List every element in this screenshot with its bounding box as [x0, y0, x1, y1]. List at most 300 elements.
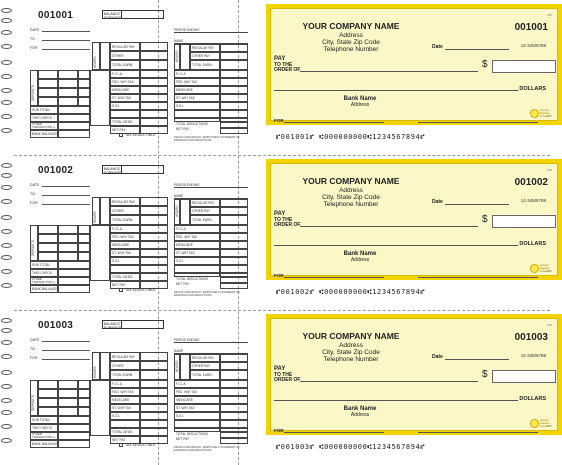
deposits-label: DEPOSITS	[31, 84, 35, 101]
sdi-field[interactable]	[140, 412, 168, 420]
fed-wh-tax-label: FED. W/H TAX	[112, 390, 134, 394]
st-wh-tax-label: ST. W/H TAX	[112, 406, 132, 410]
period-ending-field[interactable]	[174, 342, 248, 343]
pay-to-label	[274, 367, 300, 384]
voucher-fica-field[interactable]	[220, 70, 248, 78]
voucher-total-earn-field[interactable]	[220, 370, 248, 380]
order-of-label: ORDER OF	[274, 67, 301, 73]
medicare-field[interactable]	[140, 396, 168, 404]
binding-ring	[1, 370, 12, 375]
micr-line: ⑈001003⑈ ⑆000000000⑆1234567894⑈	[276, 443, 426, 451]
voucher-regular-pay-label: REGULAR PAY	[192, 356, 215, 360]
mp-mark-bottom: MP	[547, 269, 552, 273]
st-wh-tax-field[interactable]	[140, 94, 168, 102]
check-unit	[14, 0, 550, 155]
other-label: OTHER	[112, 54, 124, 58]
deposits-label: DEPOSITS	[31, 239, 35, 256]
memo-label: FOR	[274, 428, 284, 433]
binding-ring	[1, 384, 12, 389]
voucher-hours-label: HOURS	[175, 360, 179, 372]
sdi-label: S.D.I.	[112, 414, 121, 418]
payee-field[interactable]	[300, 226, 478, 227]
date-field[interactable]	[42, 186, 90, 187]
binding-ring	[1, 74, 12, 79]
bank-balance-field[interactable]	[58, 285, 90, 293]
this-check-field[interactable]	[58, 424, 90, 432]
net-pay-label: NET PAY	[112, 438, 126, 442]
check-stub	[30, 165, 170, 290]
total-deds-field[interactable]	[140, 273, 168, 281]
date-field[interactable]	[42, 341, 90, 342]
voucher-hours-field[interactable]	[180, 354, 190, 380]
company-name: YOUR COMPANY NAME	[302, 331, 400, 341]
name-label: NAME	[174, 349, 184, 353]
voucher-total-deductions-label: TOTAL DEDUCTIONS	[176, 122, 208, 126]
for-label: FOR	[30, 201, 38, 205]
stub-number: 001001	[38, 10, 74, 21]
company-name: YOUR COMPANY NAME	[302, 176, 400, 186]
amount-words-field[interactable]	[274, 245, 518, 246]
total-earn-label: TOTAL EARN.	[112, 373, 134, 377]
sdi-field[interactable]	[140, 102, 168, 110]
voucher-medicare-field[interactable]	[220, 241, 248, 249]
voucher-hours-label: HOURS	[175, 205, 179, 217]
voucher-other-pay-label: OTHER PAY	[192, 364, 210, 368]
date-label: DATE	[30, 338, 40, 342]
micr-line: ⑈001002⑈ ⑆000000000⑆1234567894⑈	[276, 288, 426, 296]
voucher-other-pay-field[interactable]	[220, 207, 248, 215]
voucher-medicare-label: MEDICARE	[176, 243, 193, 247]
sdi-field[interactable]	[140, 257, 168, 265]
voucher-note: DETACH AND RETAIN - EMPLOYEE'S STATEMENT OF EARNINGS AND DEDUCTIONS	[174, 291, 240, 297]
tax-deductible-label: TAX DEDUCTIBLE	[125, 133, 156, 137]
date-label: Date	[432, 354, 443, 360]
total-deds-label: TOTAL DEDS.	[112, 430, 134, 434]
company-address: Address	[339, 187, 363, 194]
voucher-note: DETACH AND RETAIN - EMPLOYEE'S STATEMENT OF EARNINGS AND DEDUCTIONS	[174, 136, 240, 142]
hours-field[interactable]	[100, 197, 110, 225]
this-check-label: THIS CHECK	[32, 116, 52, 120]
to-field[interactable]	[42, 195, 90, 196]
signature-field[interactable]	[418, 432, 538, 433]
sub-total-label: SUB TOTAL	[32, 418, 50, 422]
check-unit	[14, 310, 550, 465]
balance-forward-label: BALANCE FORWARD	[104, 321, 122, 330]
voucher-medicare-field[interactable]	[220, 86, 248, 94]
voucher-fed-wh-tax-field[interactable]	[220, 388, 248, 396]
total-deds-label: TOTAL DEDS.	[112, 275, 134, 279]
company-name: YOUR COMPANY NAME	[302, 21, 400, 31]
voucher-st-wh-tax-field[interactable]	[220, 404, 248, 412]
voucher-hours-label: HOURS	[175, 50, 179, 62]
name-label: NAME	[174, 194, 184, 198]
voucher-medicare-label: MEDICARE	[176, 398, 193, 402]
total-earn-field[interactable]	[140, 215, 168, 225]
other-field[interactable]	[140, 361, 168, 370]
total-deds-field[interactable]	[140, 118, 168, 126]
stub-number: 001002	[38, 165, 74, 176]
this-check-label: THIS CHECK	[32, 426, 52, 430]
regular-pay-label: REGULAR PAY	[112, 355, 135, 359]
binding-ring	[1, 340, 12, 345]
medicare-label: MEDICARE	[112, 88, 130, 92]
binding-ring	[1, 60, 12, 65]
mp-mark-top: MP	[547, 323, 552, 327]
date-field[interactable]	[42, 31, 90, 32]
sdi-label: S.D.I.	[112, 104, 121, 108]
voucher-sdi-label: S.D.I.	[176, 414, 184, 418]
for-label: FOR	[30, 356, 38, 360]
total-earn-field[interactable]	[140, 370, 168, 380]
binding-ring	[1, 328, 12, 333]
binding-ring	[1, 398, 12, 403]
binding-ring	[1, 255, 12, 260]
sdi-label: S.D.I.	[112, 259, 121, 263]
voucher-fed-wh-tax-field[interactable]	[220, 78, 248, 86]
binding-ring	[1, 283, 12, 288]
st-wh-tax-field[interactable]	[140, 249, 168, 257]
security-seal-icon	[530, 418, 552, 430]
bank-address: Address	[350, 412, 370, 418]
mp-mark-top: MP	[547, 13, 552, 17]
medicare-label: MEDICARE	[112, 243, 130, 247]
binding-ring	[1, 354, 12, 359]
voucher-fica-field[interactable]	[220, 380, 248, 388]
regular-pay-field[interactable]	[140, 197, 168, 206]
check-number: 001002	[514, 177, 548, 188]
check	[266, 159, 562, 280]
regular-pay-label: REGULAR PAY	[112, 45, 135, 49]
pay-to-label	[274, 57, 300, 74]
hours-label: HOURS	[93, 211, 97, 223]
voucher-total-earn-label: TOTAL EARN.	[192, 218, 213, 222]
balance-forward-field[interactable]	[121, 11, 164, 18]
fed-wh-tax-field[interactable]	[140, 388, 168, 396]
voucher-total-earn-label: TOTAL EARN.	[192, 373, 213, 377]
to-the-label: TO THE	[274, 61, 293, 68]
regular-pay-field[interactable]	[140, 42, 168, 51]
binding-ring	[1, 128, 12, 133]
binding-ring	[1, 18, 12, 23]
voucher-sdi-field[interactable]	[220, 102, 248, 110]
binding-ring	[1, 410, 12, 415]
deposits-label: DEPOSITS	[31, 394, 35, 411]
company-telephone: Telephone Number	[323, 46, 379, 53]
fica-field[interactable]	[140, 70, 168, 78]
check-number: 001001	[514, 22, 548, 33]
bank-address: Address	[350, 257, 370, 263]
voucher-st-wh-tax-label: ST. W/H TAX	[176, 96, 195, 100]
voucher-net-pay-label: NET PAY	[176, 127, 190, 131]
amount-box[interactable]	[492, 60, 556, 73]
voucher-medicare-label: MEDICARE	[176, 88, 193, 92]
pay-label: PAY	[274, 56, 286, 62]
binding-ring	[1, 88, 12, 93]
balance-forward-label: BALANCE FORWARD	[104, 11, 122, 20]
balance-forward-label: BALANCE FORWARD	[104, 166, 122, 175]
binding-ring	[1, 30, 12, 35]
period-ending-label: PERIOD ENDING	[174, 338, 200, 342]
sub-total-label: SUB TOTAL	[32, 108, 50, 112]
signature-field[interactable]	[418, 122, 538, 123]
voucher-fed-wh-tax-label: FED. W/H TAX	[176, 235, 198, 239]
hours-field[interactable]	[100, 42, 110, 70]
voucher-st-wh-tax-label: ST. W/H TAX	[176, 406, 195, 410]
check	[266, 314, 562, 435]
fed-wh-tax-field[interactable]	[140, 233, 168, 241]
other-transaction-field[interactable]	[58, 432, 90, 440]
voucher-sdi-label: S.D.I.	[176, 259, 184, 263]
fica-label: F.I.C.A.	[112, 72, 123, 76]
date-field[interactable]	[445, 204, 509, 205]
voucher-sdi-label: S.D.I.	[176, 104, 184, 108]
binding-ring	[1, 318, 12, 323]
company-telephone: Telephone Number	[323, 356, 379, 363]
tax-deductible-checkbox[interactable]	[119, 443, 123, 447]
voucher-sdi-field[interactable]	[220, 412, 248, 420]
total-deds-field[interactable]	[140, 428, 168, 436]
medicare-field[interactable]	[140, 241, 168, 249]
memo-field[interactable]	[284, 122, 384, 123]
balance-forward-box	[102, 165, 164, 174]
name-label: NAME	[174, 39, 184, 43]
sub-total-field[interactable]	[58, 416, 90, 424]
binding-ring	[1, 44, 12, 49]
tax-deductible-checkbox[interactable]	[119, 288, 123, 292]
company-telephone: Telephone Number	[323, 201, 379, 208]
sub-total-field[interactable]	[58, 106, 90, 114]
voucher-total-deductions-label: TOTAL DEDUCTIONS	[176, 277, 208, 281]
binding-ring	[1, 438, 12, 443]
bank-balance-label: BANK BALANCE	[32, 442, 58, 446]
hours-label: HOURS	[93, 366, 97, 378]
voucher-hours-field[interactable]	[180, 199, 190, 225]
voucher-other-pay-field[interactable]	[220, 52, 248, 60]
company-address: Address	[339, 342, 363, 349]
pay-to-label	[274, 212, 300, 229]
medicare-label: MEDICARE	[112, 398, 130, 402]
signature-field[interactable]	[418, 277, 538, 278]
date-label: Date	[432, 44, 443, 50]
voucher-note: DETACH AND RETAIN - EMPLOYEE'S STATEMENT OF EARNINGS AND DEDUCTIONS	[174, 446, 240, 452]
company-city-state-zip: City, State Zip Code	[322, 349, 380, 356]
fed-wh-tax-field[interactable]	[140, 78, 168, 86]
payee-field[interactable]	[300, 381, 478, 382]
security-seal-icon	[530, 263, 552, 275]
voucher-medicare-field[interactable]	[220, 396, 248, 404]
voucher-total-earn-field[interactable]	[220, 60, 248, 70]
tax-deductible-label: TAX DEDUCTIBLE	[125, 288, 156, 292]
voucher-net-pay-field[interactable]	[220, 438, 248, 444]
date-field[interactable]	[445, 359, 509, 360]
binding-ring	[1, 243, 12, 248]
to-label: TO	[30, 37, 35, 41]
total-earn-label: TOTAL EARN.	[112, 63, 134, 67]
payee-field[interactable]	[300, 71, 478, 72]
date-field[interactable]	[445, 49, 509, 50]
voucher-total-deductions-label: TOTAL DEDUCTIONS	[176, 432, 208, 436]
voucher-other-pay-field[interactable]	[220, 362, 248, 370]
order-of-label: ORDER OF	[274, 377, 301, 383]
voucher-regular-pay-label: REGULAR PAY	[192, 201, 215, 205]
sub-total-field[interactable]	[58, 261, 90, 269]
voucher-net-pay-label: NET PAY	[176, 282, 190, 286]
binding-ring	[1, 163, 12, 168]
binding-ring	[1, 215, 12, 220]
voucher-fed-wh-tax-field[interactable]	[220, 233, 248, 241]
bank-balance-label: BANK BALANCE	[32, 287, 58, 291]
st-wh-tax-label: ST. W/H TAX	[112, 96, 132, 100]
date-label: DATE	[30, 28, 40, 32]
to-the-label: TO THE	[274, 216, 293, 223]
voucher-regular-pay-label: REGULAR PAY	[192, 46, 215, 50]
period-ending-label: PERIOD ENDING	[174, 183, 200, 187]
mp-mark-top: MP	[547, 168, 552, 172]
dollar-sign: $	[482, 369, 488, 380]
this-check-label: THIS CHECK	[32, 271, 52, 275]
regular-pay-field[interactable]	[140, 352, 168, 361]
fica-label: F.I.C.A.	[112, 382, 123, 386]
total-deds-label: TOTAL DEDS.	[112, 120, 134, 124]
stub-number: 001003	[38, 320, 74, 331]
other-label: OTHER	[112, 364, 124, 368]
voucher-regular-pay-field[interactable]	[220, 199, 248, 207]
binding-ring	[1, 8, 12, 13]
this-check-field[interactable]	[58, 269, 90, 277]
bank-balance-field[interactable]	[58, 130, 90, 138]
hours-label: HOURS	[93, 56, 97, 68]
st-wh-tax-label: ST. W/H TAX	[112, 251, 132, 255]
routing-fraction: 12-345/6789	[520, 43, 546, 48]
memo-field[interactable]	[284, 432, 384, 433]
spiral-binding	[0, 0, 14, 465]
check-stub	[30, 10, 170, 135]
date-label: DATE	[30, 183, 40, 187]
binding-ring	[1, 424, 12, 429]
pay-label: PAY	[274, 366, 286, 372]
fed-wh-tax-label: FED. W/H TAX	[112, 80, 134, 84]
voucher-fica-label: F.I.C.A.	[176, 382, 187, 386]
net-pay-label: NET PAY	[112, 128, 126, 132]
memo-field[interactable]	[284, 277, 384, 278]
other-transaction-label: OTHER TRANSACTION (+ or -)	[32, 432, 56, 442]
st-wh-tax-field[interactable]	[140, 404, 168, 412]
regular-pay-label: REGULAR PAY	[112, 200, 135, 204]
balance-forward-field[interactable]	[121, 166, 164, 173]
company-city-state-zip: City, State Zip Code	[322, 194, 380, 201]
to-label: TO	[30, 192, 35, 196]
bank-balance-label: BANK BALANCE	[32, 132, 58, 136]
fica-field[interactable]	[140, 225, 168, 233]
period-ending-field[interactable]	[174, 187, 248, 188]
amount-box[interactable]	[492, 215, 556, 228]
total-earn-label: TOTAL EARN.	[112, 218, 134, 222]
to-label: TO	[30, 347, 35, 351]
binding-ring	[1, 173, 12, 178]
voucher-st-wh-tax-label: ST. W/H TAX	[176, 251, 195, 255]
this-check-field[interactable]	[58, 114, 90, 122]
to-field[interactable]	[42, 40, 90, 41]
tax-deductible-label: TAX DEDUCTIBLE	[125, 443, 156, 447]
check-unit	[14, 155, 550, 310]
micr-line: ⑈001001⑈ ⑆000000000⑆1234567894⑈	[276, 133, 426, 141]
security-seal-icon	[530, 108, 552, 120]
voucher-hours-field[interactable]	[180, 44, 190, 70]
period-ending-field[interactable]	[174, 32, 248, 33]
fed-wh-tax-label: FED. W/H TAX	[112, 235, 134, 239]
fica-field[interactable]	[140, 380, 168, 388]
check	[266, 4, 562, 125]
net-pay-label: NET PAY	[112, 283, 126, 287]
voucher-regular-pay-field[interactable]	[220, 44, 248, 52]
binding-ring	[1, 185, 12, 190]
voucher-sdi-field[interactable]	[220, 257, 248, 265]
balance-forward-field[interactable]	[121, 321, 164, 328]
voucher-fica-label: F.I.C.A.	[176, 227, 187, 231]
amount-words-field[interactable]	[274, 400, 518, 401]
voucher-st-wh-tax-field[interactable]	[220, 249, 248, 257]
voucher-total-earn-label: TOTAL EARN.	[192, 63, 213, 67]
memo-label: FOR	[274, 273, 284, 278]
amount-box[interactable]	[492, 370, 556, 383]
other-field[interactable]	[140, 51, 168, 60]
mp-mark-bottom: MP	[547, 424, 552, 428]
balance-forward-box	[102, 320, 164, 329]
to-the-label: TO THE	[274, 371, 293, 378]
balance-forward-box	[102, 10, 164, 19]
pay-voucher	[174, 320, 249, 452]
bank-name: Bank Name	[343, 406, 377, 412]
memo-label: FOR	[274, 118, 284, 123]
hours-field[interactable]	[100, 352, 110, 380]
amount-words-field[interactable]	[274, 90, 518, 91]
bank-balance-field[interactable]	[58, 440, 90, 448]
voucher-net-pay-field[interactable]	[220, 128, 248, 134]
other-field[interactable]	[140, 206, 168, 215]
voucher-net-pay-field[interactable]	[220, 283, 248, 289]
binding-ring	[1, 229, 12, 234]
total-earn-field[interactable]	[140, 60, 168, 70]
voucher-fed-wh-tax-label: FED. W/H TAX	[176, 80, 198, 84]
other-transaction-label: OTHER TRANSACTION (+ or -)	[32, 122, 56, 132]
to-field[interactable]	[42, 350, 90, 351]
check-stub	[30, 320, 170, 445]
seal-text: Security Features Included	[540, 264, 550, 273]
voucher-net-pay-label: NET PAY	[176, 437, 190, 441]
date-label: Date	[432, 199, 443, 205]
other-transaction-field[interactable]	[58, 122, 90, 130]
mp-mark-bottom: MP	[547, 114, 552, 118]
for-label: FOR	[30, 46, 38, 50]
voucher-total-earn-field[interactable]	[220, 215, 248, 225]
routing-fraction: 12-345/6789	[520, 198, 546, 203]
voucher-fica-field[interactable]	[220, 225, 248, 233]
company-address: Address	[339, 32, 363, 39]
pay-voucher	[174, 165, 249, 297]
other-transaction-field[interactable]	[58, 277, 90, 285]
dollars-label: DOLLARS	[519, 241, 546, 247]
voucher-regular-pay-field[interactable]	[220, 354, 248, 362]
tax-deductible-checkbox[interactable]	[119, 133, 123, 137]
bank-name: Bank Name	[343, 96, 377, 102]
dollar-sign: $	[482, 59, 488, 70]
medicare-field[interactable]	[140, 86, 168, 94]
voucher-st-wh-tax-field[interactable]	[220, 94, 248, 102]
other-transaction-label: OTHER TRANSACTION (+ or -)	[32, 277, 56, 287]
bank-address: Address	[350, 102, 370, 108]
voucher-other-pay-label: OTHER PAY	[192, 209, 210, 213]
binding-ring	[1, 100, 12, 105]
